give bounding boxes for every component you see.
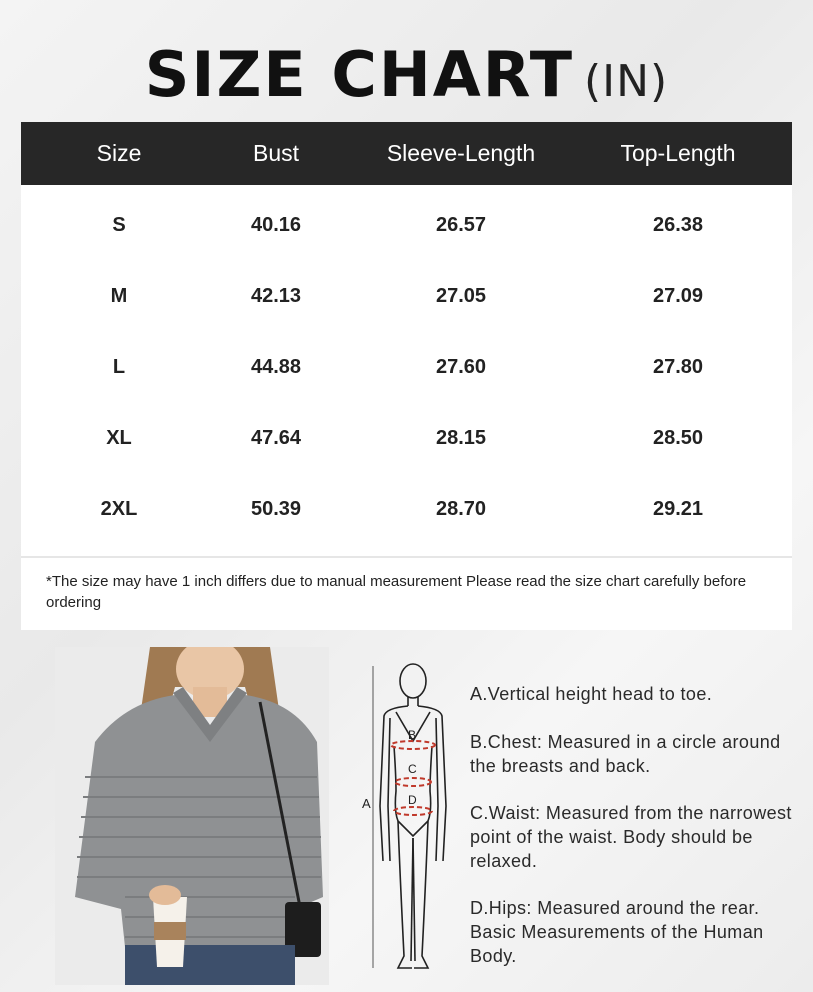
cell-top-length: 27.09 xyxy=(652,285,704,307)
table-divider xyxy=(21,556,792,558)
definition-waist: C.Waist: Measured from the narrowest point of the waist. Body should be relaxed. xyxy=(470,803,792,871)
label-c: C xyxy=(408,762,417,776)
cell-sleeve-length: 27.05 xyxy=(435,285,487,307)
body-outline-icon xyxy=(358,656,458,976)
cell-top-length: 27.80 xyxy=(652,356,704,378)
cell-top-length: 28.50 xyxy=(652,427,704,449)
size-table xyxy=(21,122,792,630)
cell-sleeve-length: 26.57 xyxy=(435,214,487,236)
cell-top-length: 26.38 xyxy=(652,214,704,236)
table-header xyxy=(21,122,792,185)
header-sleeve-length: Sleeve-Length xyxy=(386,140,536,166)
cell-sleeve-length: 27.60 xyxy=(435,356,487,378)
label-d: D xyxy=(408,793,417,807)
cell-size: 2XL xyxy=(100,498,138,520)
cell-bust: 50.39 xyxy=(250,498,302,520)
definition-hips: D.Hips: Measured around the rear. Basic Measurements of the Human Body. xyxy=(470,898,764,966)
cell-bust: 40.16 xyxy=(250,214,302,236)
label-b: B xyxy=(408,728,417,742)
definition-chest: B.Chest: Measured in a circle around the breasts and back. xyxy=(470,732,781,776)
cell-sleeve-length: 28.15 xyxy=(435,427,487,449)
body-measurement-diagram xyxy=(358,656,458,976)
cell-sleeve-length: 28.70 xyxy=(435,498,487,520)
cell-top-length: 29.21 xyxy=(652,498,704,520)
table-row xyxy=(21,190,792,261)
cell-bust: 47.64 xyxy=(250,427,302,449)
model-photo xyxy=(55,647,329,985)
table-row xyxy=(21,332,792,403)
header-size: Size xyxy=(96,140,142,166)
measurement-note: *The size may have 1 inch differs due to manual measurement Please read the size chart carefully before ordering xyxy=(46,573,747,611)
header-top-length: Top-Length xyxy=(620,140,736,166)
model-illustration xyxy=(55,647,329,985)
table-row xyxy=(21,403,792,474)
cell-bust: 44.88 xyxy=(250,356,302,378)
label-a: A xyxy=(362,796,371,811)
page-title xyxy=(0,38,813,111)
header-bust: Bust xyxy=(252,140,300,166)
cell-size: L xyxy=(112,356,126,378)
cell-size: M xyxy=(110,285,128,307)
cell-size: XL xyxy=(106,427,132,449)
table-row xyxy=(21,474,792,545)
cell-bust: 42.13 xyxy=(250,285,302,307)
title-main: SIZE CHART xyxy=(144,38,574,111)
table-row xyxy=(21,261,792,332)
definition-height: A.Vertical height head to toe. xyxy=(470,684,713,704)
cell-size: S xyxy=(112,214,126,236)
title-unit: (IN) xyxy=(584,56,669,107)
